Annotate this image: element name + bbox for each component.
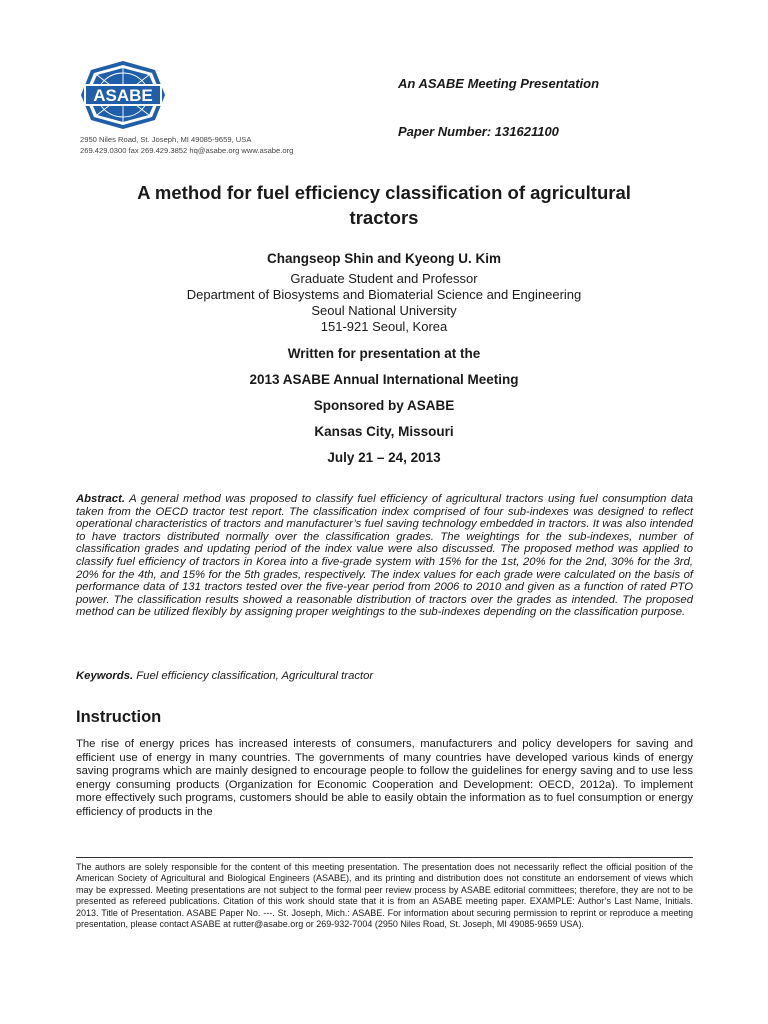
- affiliation-line: Seoul National University: [311, 303, 457, 318]
- presentation-line: Written for presentation at the: [287, 346, 481, 361]
- affiliation-line: Graduate Student and Professor: [290, 271, 478, 286]
- paper-number: Paper Number: 131621100: [398, 124, 559, 139]
- abstract-text: A general method was proposed to classify fuel efficiency of agricultural tractors using fuel consumption data taken from the OECD tractor test report. The classification index comprised of four sub-indexes was designed to reflect operational characteristics of tractors and manufacturer’s fuel saving technology embedded in tractors. It was also intended to have tractors distributed normally over the classification grades. The weightings for the sub-indexes, number of classification grades and updating period of the index value were also discussed. The proposed method was applied to classify fuel efficiency of tractors in Korea into a five-grade system with 15% for the 1st, 20% for the 2nd, 30% for the 3rd, 20% for the 4th, and 15% for the 5th grades, respectively. The index values for each grade were calculated on the basis of performance data of 131 tractors tested over the five-year period from 2006 to 2010 and given as a function of rated PTO power. The classification results showed a reasonable distribution of tractors over the grades as intended. The proposed method can be utilized flexibly by assigning proper weightings to the sub-indexes depending on the classification purpose.: [76, 493, 693, 619]
- address-line: 2950 Niles Road, St. Joseph, MI 49085-9659, USA: [80, 135, 252, 144]
- section-body: The rise of energy prices has increased interests of consumers, manufacturers and policy developers for saving and efficient use of energy in many countries. The governments of many countries have developed various kinds of energy saving programs which are mainly designed to encourage people to follow the guidelines for energy saving and to use less energy consuming products (Organization for Economic Cooperation and Development: OECD, 2012a). To implement more effectively such programs, customers should be able to easily obtain the information as to fuel consumption or energy efficiency of products in the: [76, 738, 693, 818]
- presentation-info: [100, 345, 668, 475]
- abstract-label: Abstract.: [76, 493, 125, 505]
- asabe-logo: [80, 60, 166, 130]
- author-affiliation: [100, 271, 668, 335]
- logo-wordmark: ASABE: [93, 86, 153, 105]
- contact-line: 269.429.0300 fax 269.429.3852 hq@asabe.org www.asabe.org: [80, 146, 294, 155]
- asabe-header-block: [76, 56, 346, 160]
- footnote-divider: [76, 857, 693, 858]
- keywords-text: Fuel efficiency classification, Agricultural tractor: [136, 670, 374, 682]
- section-heading: Instruction: [76, 708, 162, 726]
- meeting-presentation-label: An ASABE Meeting Presentation: [398, 76, 600, 91]
- presentation-line: Sponsored by ASABE: [313, 398, 455, 413]
- keywords: [76, 670, 693, 682]
- paper-authors: Changseop Shin and Kyeong U. Kim: [266, 251, 501, 266]
- presentation-line: 2013 ASABE Annual International Meeting: [249, 372, 519, 387]
- presentation-line: Kansas City, Missouri: [314, 424, 454, 439]
- presentation-line: July 21 – 24, 2013: [327, 450, 441, 465]
- paper-title: A method for fuel efficiency classification of agricultural tractors: [137, 182, 631, 228]
- affiliation-line: 151-921 Seoul, Korea: [320, 319, 448, 334]
- affiliation-line: Department of Biosystems and Biomaterial Science and Engineering: [186, 287, 582, 302]
- asabe-address: [80, 134, 293, 156]
- abstract: [76, 493, 693, 619]
- keywords-label: Keywords.: [76, 670, 134, 682]
- footnote: The authors are solely responsible for the content of this meeting presentation. The presentation does not necessarily reflect the official position of the American Society of Agricultural and Biological Engineers (ASABE), and its printing and distribution does not constitute an endorsement of views which may be expressed. Meeting presentations are not subject to the formal peer review process by ASABE editorial committees; therefore, they are not to be presented as refereed publications. Citation of this work should state that it is from an ASABE meeting paper. EXAMPLE: Author’s Last Name, Initials. 2013. Title of Presentation. ASABE Paper No. ---. St. Joseph, Mich.: ASABE. For information about securing permission to reprint or reproduce a meeting presentation, please contact ASABE at rutter@asabe.org or 269-932-7004 (2950 Niles Road, St. Joseph, MI 49085-9659 USA).: [76, 862, 693, 930]
